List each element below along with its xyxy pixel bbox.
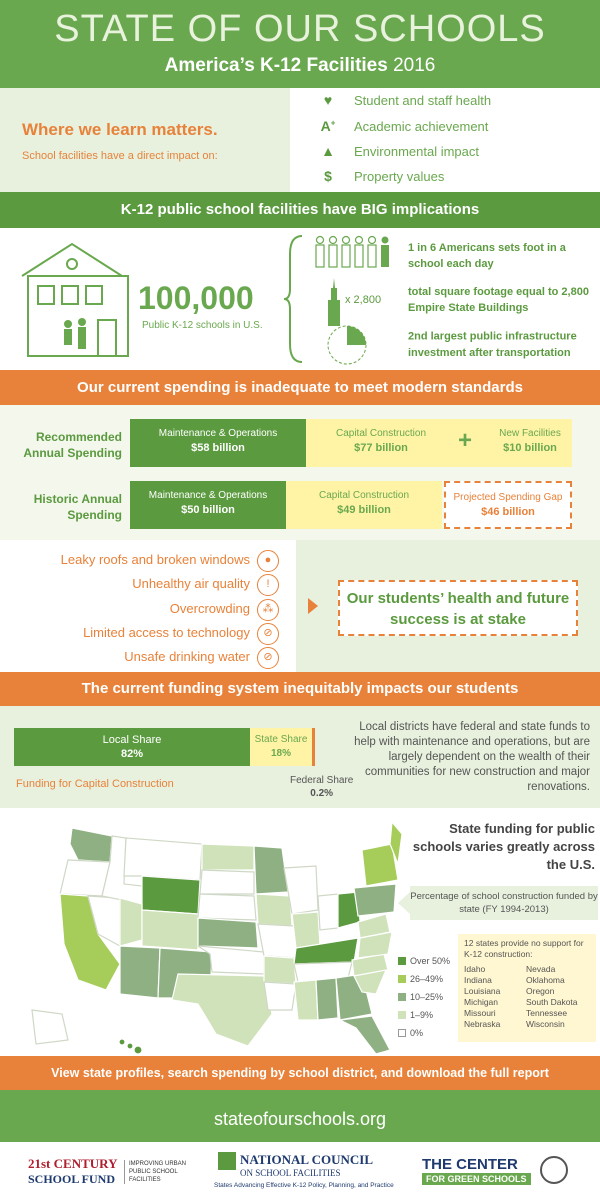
implications-section [0, 228, 600, 370]
funding-banner: The current funding system inequitably impacts our students [0, 672, 600, 706]
school-building-icon [8, 236, 138, 366]
legend-item: Over 50% [398, 956, 450, 966]
issue-item: Unsafe drinking water [124, 649, 250, 664]
brace [284, 234, 306, 364]
spending-section [0, 405, 600, 540]
fact-item: 1 in 6 Americans sets foot in a school each day [408, 242, 566, 270]
issue-item: Overcrowding [169, 601, 250, 616]
legend-item: 1–9% [398, 1010, 433, 1020]
no-support-title: 12 states provide no support for K-12 construction: [464, 938, 584, 959]
trees-icon: ▲ [321, 143, 335, 159]
funding-text: Local districts have federal and state funds to help with maintenance and operations, but are largely dependent on the wealth of their communities for new construction and major renovations. [354, 721, 590, 793]
swatch-icon [398, 1029, 406, 1037]
federal-share-label: Federal Share 0.2% [290, 775, 354, 799]
recommended-label: Recommended Annual Spending [23, 430, 122, 460]
header [0, 0, 600, 88]
his-maintenance-segment: Maintenance & Operations $50 billion [130, 481, 286, 529]
funding-caption: Funding for Capital Construction [16, 778, 174, 790]
water-drop-icon: ● [257, 550, 279, 572]
usgbc-seal-icon [540, 1156, 568, 1184]
issue-item: Limited access to technology [83, 625, 250, 640]
spending-gap-segment: Projected Spending Gap $46 billion [444, 481, 572, 529]
heart-check-icon: ♥ [323, 92, 333, 108]
website-link[interactable]: stateofourschools.org [0, 1090, 600, 1142]
impact-item: ♥ Student and staff health [318, 92, 491, 108]
legend-item: 0% [398, 1028, 423, 1038]
rec-new-facilities-segment: New Facilities $10 billion [499, 428, 561, 454]
map-section [0, 808, 600, 1056]
percentage-label: Percentage of school construction funded by state (FY 1994-2013) [410, 886, 598, 920]
stake-callout: Our students’ health and future success is at stake [338, 580, 578, 636]
ncsf-icon [218, 1152, 236, 1170]
spending-banner: Our current spending is inadequate to meet modern standards [0, 370, 600, 405]
impact-item: ▲ Environmental impact [318, 143, 479, 159]
pie-icon [326, 324, 376, 366]
logo-national-council: NATIONAL COUNCIL ON SCHOOL FACILITIES [240, 1152, 374, 1178]
implications-banner: K-12 public school facilities have BIG implications [0, 192, 600, 228]
a-plus-icon: A+ [320, 118, 336, 134]
no-support-box: 12 states provide no support for K-12 construction: Idaho Indiana Louisiana Michigan Missouri Nebraska Nevada Oklahoma Oregon South Dakota Tennessee Wisconsin [458, 934, 596, 1042]
map-title: State funding for public schools varies greatly across the U.S. [412, 821, 595, 872]
issue-item: Leaky roofs and broken windows [60, 552, 250, 567]
warning-icon: ! [257, 574, 279, 596]
issue-item: Unhealthy air quality [132, 576, 250, 591]
cta-banner: View state profiles, search spending by school district, and download the full report [0, 1056, 600, 1090]
impact-item: A+ Academic achievement [318, 118, 488, 134]
people-icon [314, 234, 394, 274]
school-count: 100,000 [138, 280, 254, 316]
federal-share-bar [312, 728, 315, 766]
page-title: STATE OF OUR SCHOOLS [54, 8, 546, 50]
swatch-icon [398, 975, 406, 983]
rec-capital-text: Capital Construction $77 billion [335, 428, 427, 454]
state-share-bar: State Share 18% [250, 728, 312, 766]
plus-sign: + [458, 427, 473, 454]
swatch-icon [398, 993, 406, 1001]
legend-item: 26–49% [398, 974, 443, 984]
page-subtitle: America’s K-12 Facilities 2016 [164, 55, 436, 76]
fact-item: total square footage equal to 2,800 Empire State Buildings [408, 286, 589, 314]
intro-section [0, 88, 600, 192]
rec-maintenance-segment: Maintenance & Operations $58 billion [130, 419, 306, 467]
arrow-icon [308, 598, 318, 614]
legend-item: 10–25% [398, 992, 443, 1002]
historic-label: Historic Annual Spending [33, 492, 122, 522]
house-dollar-icon: $ [324, 168, 332, 184]
logos-bar [0, 1142, 600, 1200]
funding-section [0, 706, 600, 808]
intro-subheading: School facilities have a direct impact on: [22, 150, 218, 162]
impact-item: $ Property values [318, 168, 444, 184]
ncsf-tagline: States Advancing Effective K-12 Policy, Planning, and Practice [214, 1182, 394, 1189]
fact-item: 2nd largest public infrastructure investment after transportation [408, 330, 577, 359]
his-capital-segment: Capital Construction $49 billion [286, 481, 442, 529]
school-count-label: Public K-12 schools in U.S. [142, 320, 263, 331]
swatch-icon [398, 1011, 406, 1019]
swatch-icon [398, 957, 406, 965]
logo-21st-tagline: IMPROVING URBAN PUBLIC SCHOOL FACILITIES [124, 1160, 196, 1184]
us-map [2, 814, 402, 1054]
logo-21st-century: 21st CENTURY SCHOOL FUND [28, 1156, 118, 1186]
no-laptop-icon: ⊘ [257, 623, 279, 645]
crowd-icon: ⁂ [257, 599, 279, 621]
no-water-icon: ⊘ [257, 647, 279, 669]
empire-state-icon [324, 278, 344, 326]
logo-center-green-schools: THE CENTER FOR GREEN SCHOOLS [422, 1156, 531, 1185]
intro-heading: Where we learn matters. [22, 120, 218, 139]
local-share-bar: Local Share 82% [14, 728, 250, 766]
multiplier: x 2,800 [345, 294, 382, 306]
issues-section [0, 540, 600, 672]
pointer-icon [398, 892, 410, 914]
